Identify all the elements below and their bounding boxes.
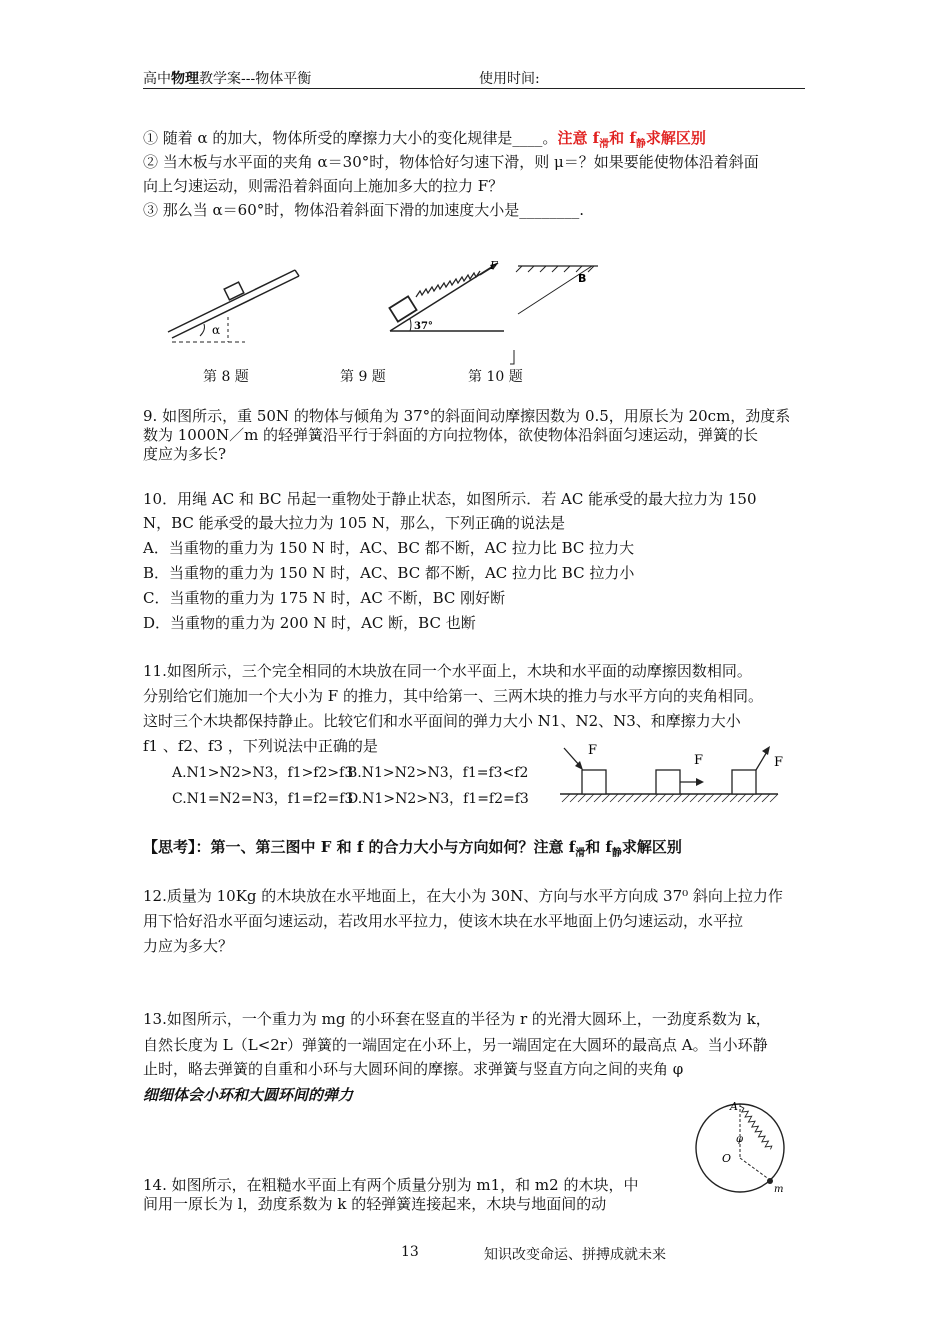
q11-option-b: B.N1>N2>N3，f1=f3<f2 [347, 765, 529, 781]
fig10-b-label: B [578, 272, 587, 285]
fig11-force-3-label: F [774, 755, 784, 770]
caption-figure-10: 第 10 题 [468, 369, 523, 385]
q11-line-1: 11.如图所示，三个完全相同的木块放在同一个水平面上，木块和水平面的动摩擦因数相同。 [143, 662, 752, 680]
fig9-angle-label: 37° [414, 321, 433, 332]
figure-9-spring-incline [380, 255, 515, 340]
q8-line-2: ② 当木板与水平面的夹角 α＝30°时，物体恰好匀速下滑，则 μ＝？如果要能使物体沿着斜面 [143, 153, 759, 171]
q11-line-3: 这时三个木块都保持静止。比较它们和水平面间的弹力大小 N1、N2、N3、和摩擦力大小 [143, 712, 741, 730]
fig9-force-label: F [490, 259, 498, 272]
q13-line-1: 13.如图所示，一个重力为 mg 的小环套在竖直的半径为 r 的光滑大圆环上，一劲度系数为 k， [143, 1010, 771, 1028]
page-header [143, 66, 805, 89]
q11-line-4: f1 、f2、f3 ，下列说法中正确的是 [143, 737, 378, 755]
q10-option-a: A．当重物的重力为 150 N 时，AC、BC 都不断，AC 拉力比 BC 拉力大 [143, 539, 635, 557]
header-usage-time: 使用时间: [479, 71, 540, 87]
q10-line-1: 10．用绳 AC 和 BC 吊起一重物处于静止状态，如图所示．若 AC 能承受的最大拉力为 150 [143, 490, 757, 508]
q14-line-2: 间用一原长为 l，劲度系数为 k 的轻弹簧连接起来，木块与地面间的动 [143, 1195, 607, 1213]
fig13-o-label: O [722, 1152, 732, 1165]
q8-line-4: ③ 那么当 α＝60°时，物体沿着斜面下滑的加速度大小是________. [143, 201, 585, 219]
q14-line-1: 14. 如图所示，在粗糙水平面上有两个质量分别为 m1，和 m2 的木块，中 [143, 1176, 639, 1194]
footer-motto: 知识改变命运、拼搏成就未来 [484, 1247, 666, 1263]
q13-note: 细细体会小环和大圆环间的弹力 [143, 1086, 354, 1104]
figure-13-ring [678, 1098, 802, 1198]
q11-option-c: C.N1=N2=N3，f1=f2=f3 [172, 791, 354, 807]
caption-figure-9: 第 9 题 [340, 369, 386, 385]
page-number: 13 [401, 1244, 419, 1260]
q8-line-1: ① 随着 α 的加大，物体所受的摩擦力大小的变化规律是____。注意 $f_滑$和 $f_静$求解区别 [143, 129, 706, 150]
q8-line-3: 向上匀速运动，则需沿着斜面向上施加多大的拉力 F？ [143, 177, 504, 195]
q11-line-2: 分别给它们施加一个大小为 F 的推力，其中给第一、三两木块的推力与水平方向的夹角相同。 [143, 687, 763, 705]
caption-figure-8: 第 8 题 [203, 369, 249, 385]
think-note: 【思考】：第一、第三图中 F 和 f 的合力大小与方向如何？注意 $f_滑$和 $f_静$求解区别 [143, 838, 682, 859]
fig8-alpha-label: α [212, 323, 221, 337]
q10-option-c: C．当重物的重力为 175 N 时，AC 不断，BC 刚好断 [143, 589, 506, 607]
fig13-phi-label: φ [736, 1134, 744, 1145]
q9-line-2: 数为 1000N／m 的轻弹簧沿平行于斜面的方向拉物体，欲使物体沿斜面匀速运动，弹簧的长 [143, 426, 759, 444]
q10-option-b: B．当重物的重力为 150 N 时，AC、BC 都不断，AC 拉力比 BC 拉力小 [143, 564, 635, 582]
fig11-force-2-label: F [694, 753, 704, 768]
figure-8-incline [160, 262, 310, 352]
q13-line-2: 自然长度为 L（L<2r）弹簧的一端固定在小环上，另一端固定在大圆环的最高点 A。当小环静 [143, 1036, 768, 1054]
figure-10-ropes [510, 258, 605, 368]
q9-line-1: 9. 如图所示，重 50N 的物体与倾角为 37°的斜面间动摩擦因数为 0.5，用原长为 20cm，劲度系 [143, 407, 791, 425]
fig11-force-1-label: F [588, 743, 598, 758]
q11-option-d: D.N1>N2>N3，f1=f2=f3 [347, 791, 529, 807]
q10-option-d: D．当重物的重力为 200 N 时，AC 断，BC 也断 [143, 614, 476, 632]
fig13-m-label: m [774, 1184, 784, 1195]
q12-line-1: 12.质量为 10Kg 的木块放在水平地面上，在大小为 30N、方向与水平方向成 37⁰ 斜向上拉力作 [143, 887, 783, 905]
q12-line-2: 用下恰好沿水平面匀速运动，若改用水平拉力，使该木块在水平地面上仍匀速运动，水平拉 [143, 912, 744, 930]
q10-line-2: N，BC 能承受的最大拉力为 105 N，那么，下列正确的说法是 [143, 514, 565, 532]
figure-11-three-blocks [556, 738, 784, 808]
q12-line-3: 力应为多大？ [143, 937, 234, 955]
q9-line-3: 度应为多长? [143, 445, 227, 463]
q11-option-a: A.N1>N2>N3，f1>f2>f3 [172, 765, 354, 781]
q13-line-3: 止时，略去弹簧的自重和小环与大圆环间的摩擦。求弹簧与竖直方向之间的夹角 φ [143, 1060, 684, 1078]
fig13-a-label: A [730, 1100, 738, 1113]
header-title: 高中物理教学案---物体平衡 [143, 71, 312, 87]
